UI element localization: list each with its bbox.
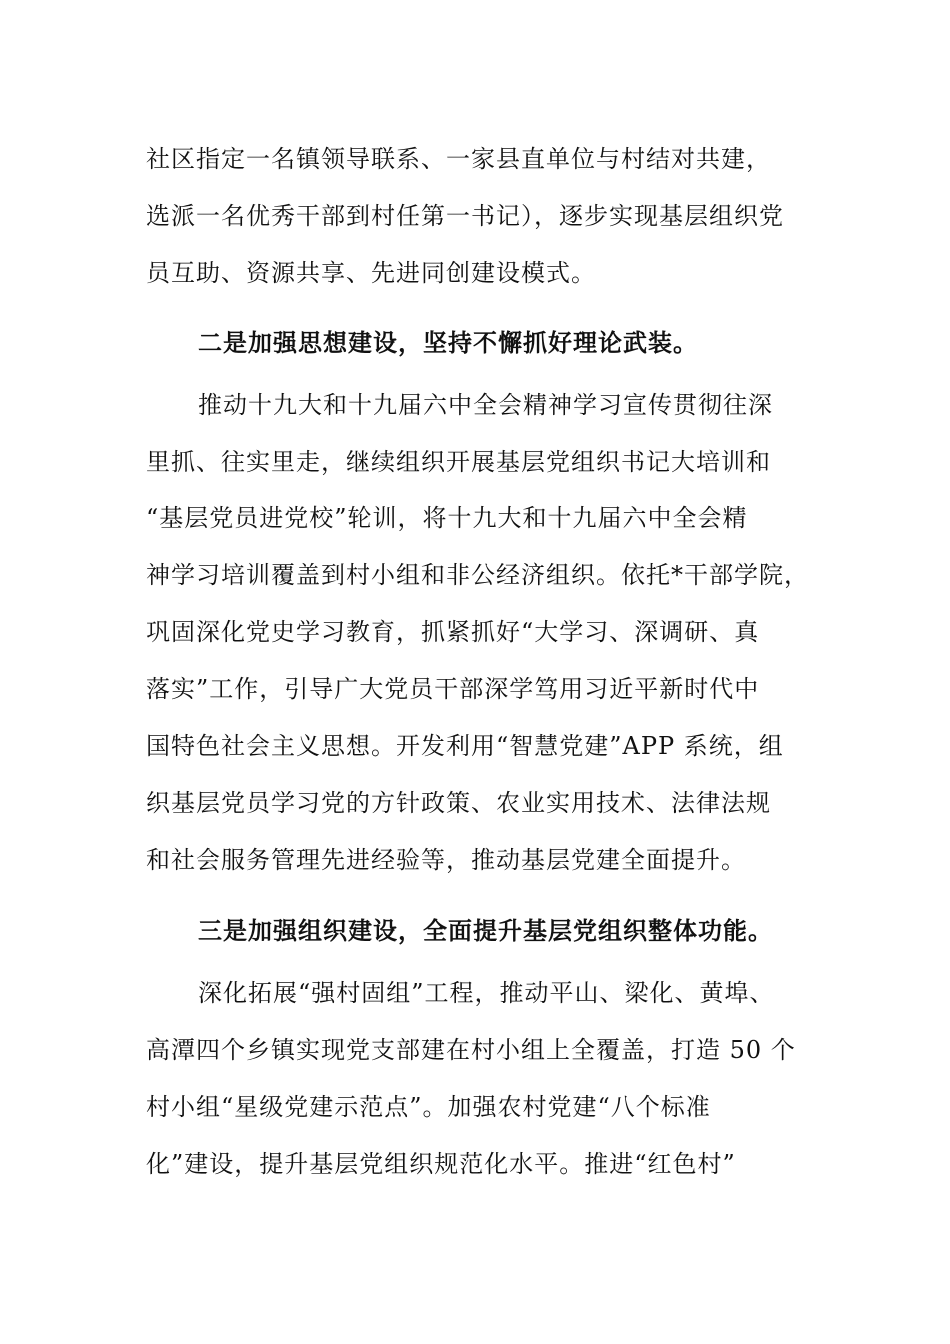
paragraph-line: 选派一名优秀干部到村任第一书记），逐步实现基层组织党 bbox=[146, 202, 784, 230]
paragraph-line: 员互助、资源共享、先进同创建设模式。 bbox=[146, 259, 596, 287]
paragraph-line: 高潭四个乡镇实现党支部建在村小组上全覆盖，打造 50 个 bbox=[146, 1036, 796, 1064]
paragraph-line: 织基层党员学习党的方针政策、农业实用技术、法律法规 bbox=[146, 789, 771, 817]
paragraph-line: 推动十九大和十九届六中全会精神学习宣传贯彻往深 bbox=[198, 391, 773, 419]
paragraph-line: 落实”工作，引导广大党员干部深学笃用习近平新时代中 bbox=[146, 675, 760, 703]
paragraph-line: 深化拓展“强村固组”工程，推动平山、梁化、黄埠、 bbox=[198, 979, 775, 1007]
paragraph-line: 里抓、往实里走，继续组织开展基层党组织书记大培训和 bbox=[146, 448, 771, 476]
paragraph-line: 社区指定一名镇领导联系、一家县直单位与村结对共建， bbox=[146, 145, 771, 173]
paragraph-line: 和社会服务管理先进经验等，推动基层党建全面提升。 bbox=[146, 846, 746, 874]
paragraph-line: 化”建设，提升基层党组织规范化水平。推进“红色村” bbox=[146, 1150, 736, 1178]
paragraph-line: 神学习培训覆盖到村小组和非公经济组织。依托*干部学院， bbox=[146, 561, 809, 589]
paragraph-line: 巩固深化党史学习教育，抓紧抓好“大学习、深调研、真 bbox=[146, 618, 760, 646]
paragraph-line: “基层党员进党校”轮训，将十九大和十九届六中全会精 bbox=[146, 504, 748, 532]
paragraph-line: 村小组“星级党建示范点”。加强农村党建“八个标准 bbox=[146, 1093, 711, 1121]
section-heading-2: 二是加强思想建设，坚持不懈抓好理论武装。 bbox=[198, 329, 698, 357]
paragraph-line: 国特色社会主义思想。开发利用“智慧党建”APP 系统，组 bbox=[146, 732, 784, 760]
section-heading-3: 三是加强组织建设，全面提升基层党组织整体功能。 bbox=[198, 917, 773, 945]
